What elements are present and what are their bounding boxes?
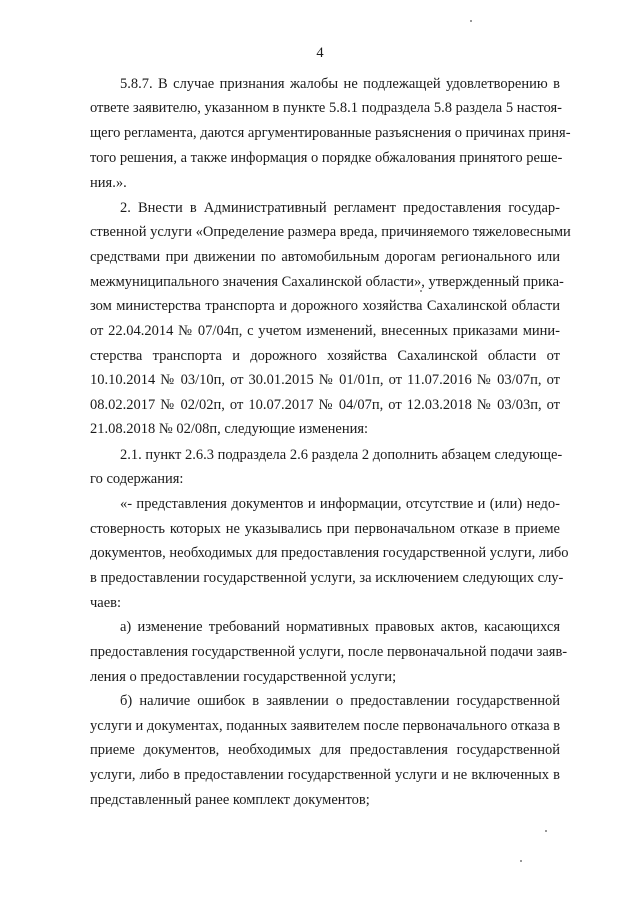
page-number: 4 xyxy=(316,45,324,61)
text-line: предоставления государственной услуги, после первоначальной подачи заяв- xyxy=(90,644,568,660)
text-line: стерства транспорта и дорожного хозяйства Сахалинской области от xyxy=(90,348,560,364)
text-line: средствами при движении по автомобильным дорогам регионального или xyxy=(90,249,560,265)
scan-speck xyxy=(420,290,422,292)
text-line: 08.02.2017 № 02/02п, от 10.07.2017 № 04/07п, от 12.03.2018 № 03/03п, от xyxy=(90,397,560,413)
text-line: услуги и документах, поданных заявителем после первоначального отказа в xyxy=(90,718,561,734)
text-line: 5.8.7. В случае признания жалобы не подлежащей удовлетворению в xyxy=(120,76,560,92)
text-line: в предоставлении государственной услуги, за исключением следующих слу- xyxy=(90,570,564,586)
text-line: ответе заявителю, указанном в пункте 5.8.1 подраздела 5.8 раздела 5 настоя- xyxy=(90,100,562,116)
scan-speck xyxy=(470,20,472,22)
text-line: ственной услуги «Определение размера вреда, причиняемого тяжеловесными xyxy=(90,224,571,240)
text-line: документов, необходимых для предоставления государственной услуги, либо xyxy=(90,545,569,561)
text-line: 2. Внести в Административный регламент предоставления государ- xyxy=(120,200,560,216)
text-line: приеме документов, необходимых для предоставления государственной xyxy=(90,742,560,758)
text-line: «- представления документов и информации, отсутствие и (или) недо- xyxy=(120,496,560,512)
text-line: представленный ранее комплект документов; xyxy=(90,792,370,808)
text-line: зом министерства транспорта и дорожного хозяйства Сахалинской области xyxy=(90,298,560,314)
text-line: того решения, а также информация о порядке обжалования принятого реше- xyxy=(90,150,563,166)
text-line: б) наличие ошибок в заявлении о предоставлении государственной xyxy=(120,693,560,709)
text-line: 10.10.2014 № 03/10п, от 30.01.2015 № 01/01п, от 11.07.2016 № 03/07п, от xyxy=(90,372,560,388)
text-line: ления о предоставлении государственной услуги; xyxy=(90,669,397,685)
scan-speck xyxy=(545,830,547,832)
text-line: щего регламента, даются аргументированные разъяснения о причинах приня- xyxy=(90,125,571,141)
scan-speck xyxy=(520,860,522,862)
text-line: 2.1. пункт 2.6.3 подраздела 2.6 раздела 2 дополнить абзацем следующе- xyxy=(120,447,563,463)
text-line: межмуниципального значения Сахалинской области», утвержденный прика- xyxy=(90,274,564,290)
text-line: а) изменение требований нормативных правовых актов, касающихся xyxy=(120,619,560,635)
text-line: 21.08.2018 № 02/08п, следующие изменения: xyxy=(90,421,369,437)
text-line: го содержания: xyxy=(90,471,184,487)
text-line: от 22.04.2014 № 07/04п, с учетом изменений, внесенных приказами мини- xyxy=(90,323,560,339)
text-line: ния.». xyxy=(90,175,127,191)
text-line: услуги, либо в предоставлении государственной услуги и не включенных в xyxy=(90,767,560,783)
text-line: стоверность которых не указывались при первоначальном отказе в приеме xyxy=(90,521,560,537)
text-line: чаев: xyxy=(90,595,122,611)
